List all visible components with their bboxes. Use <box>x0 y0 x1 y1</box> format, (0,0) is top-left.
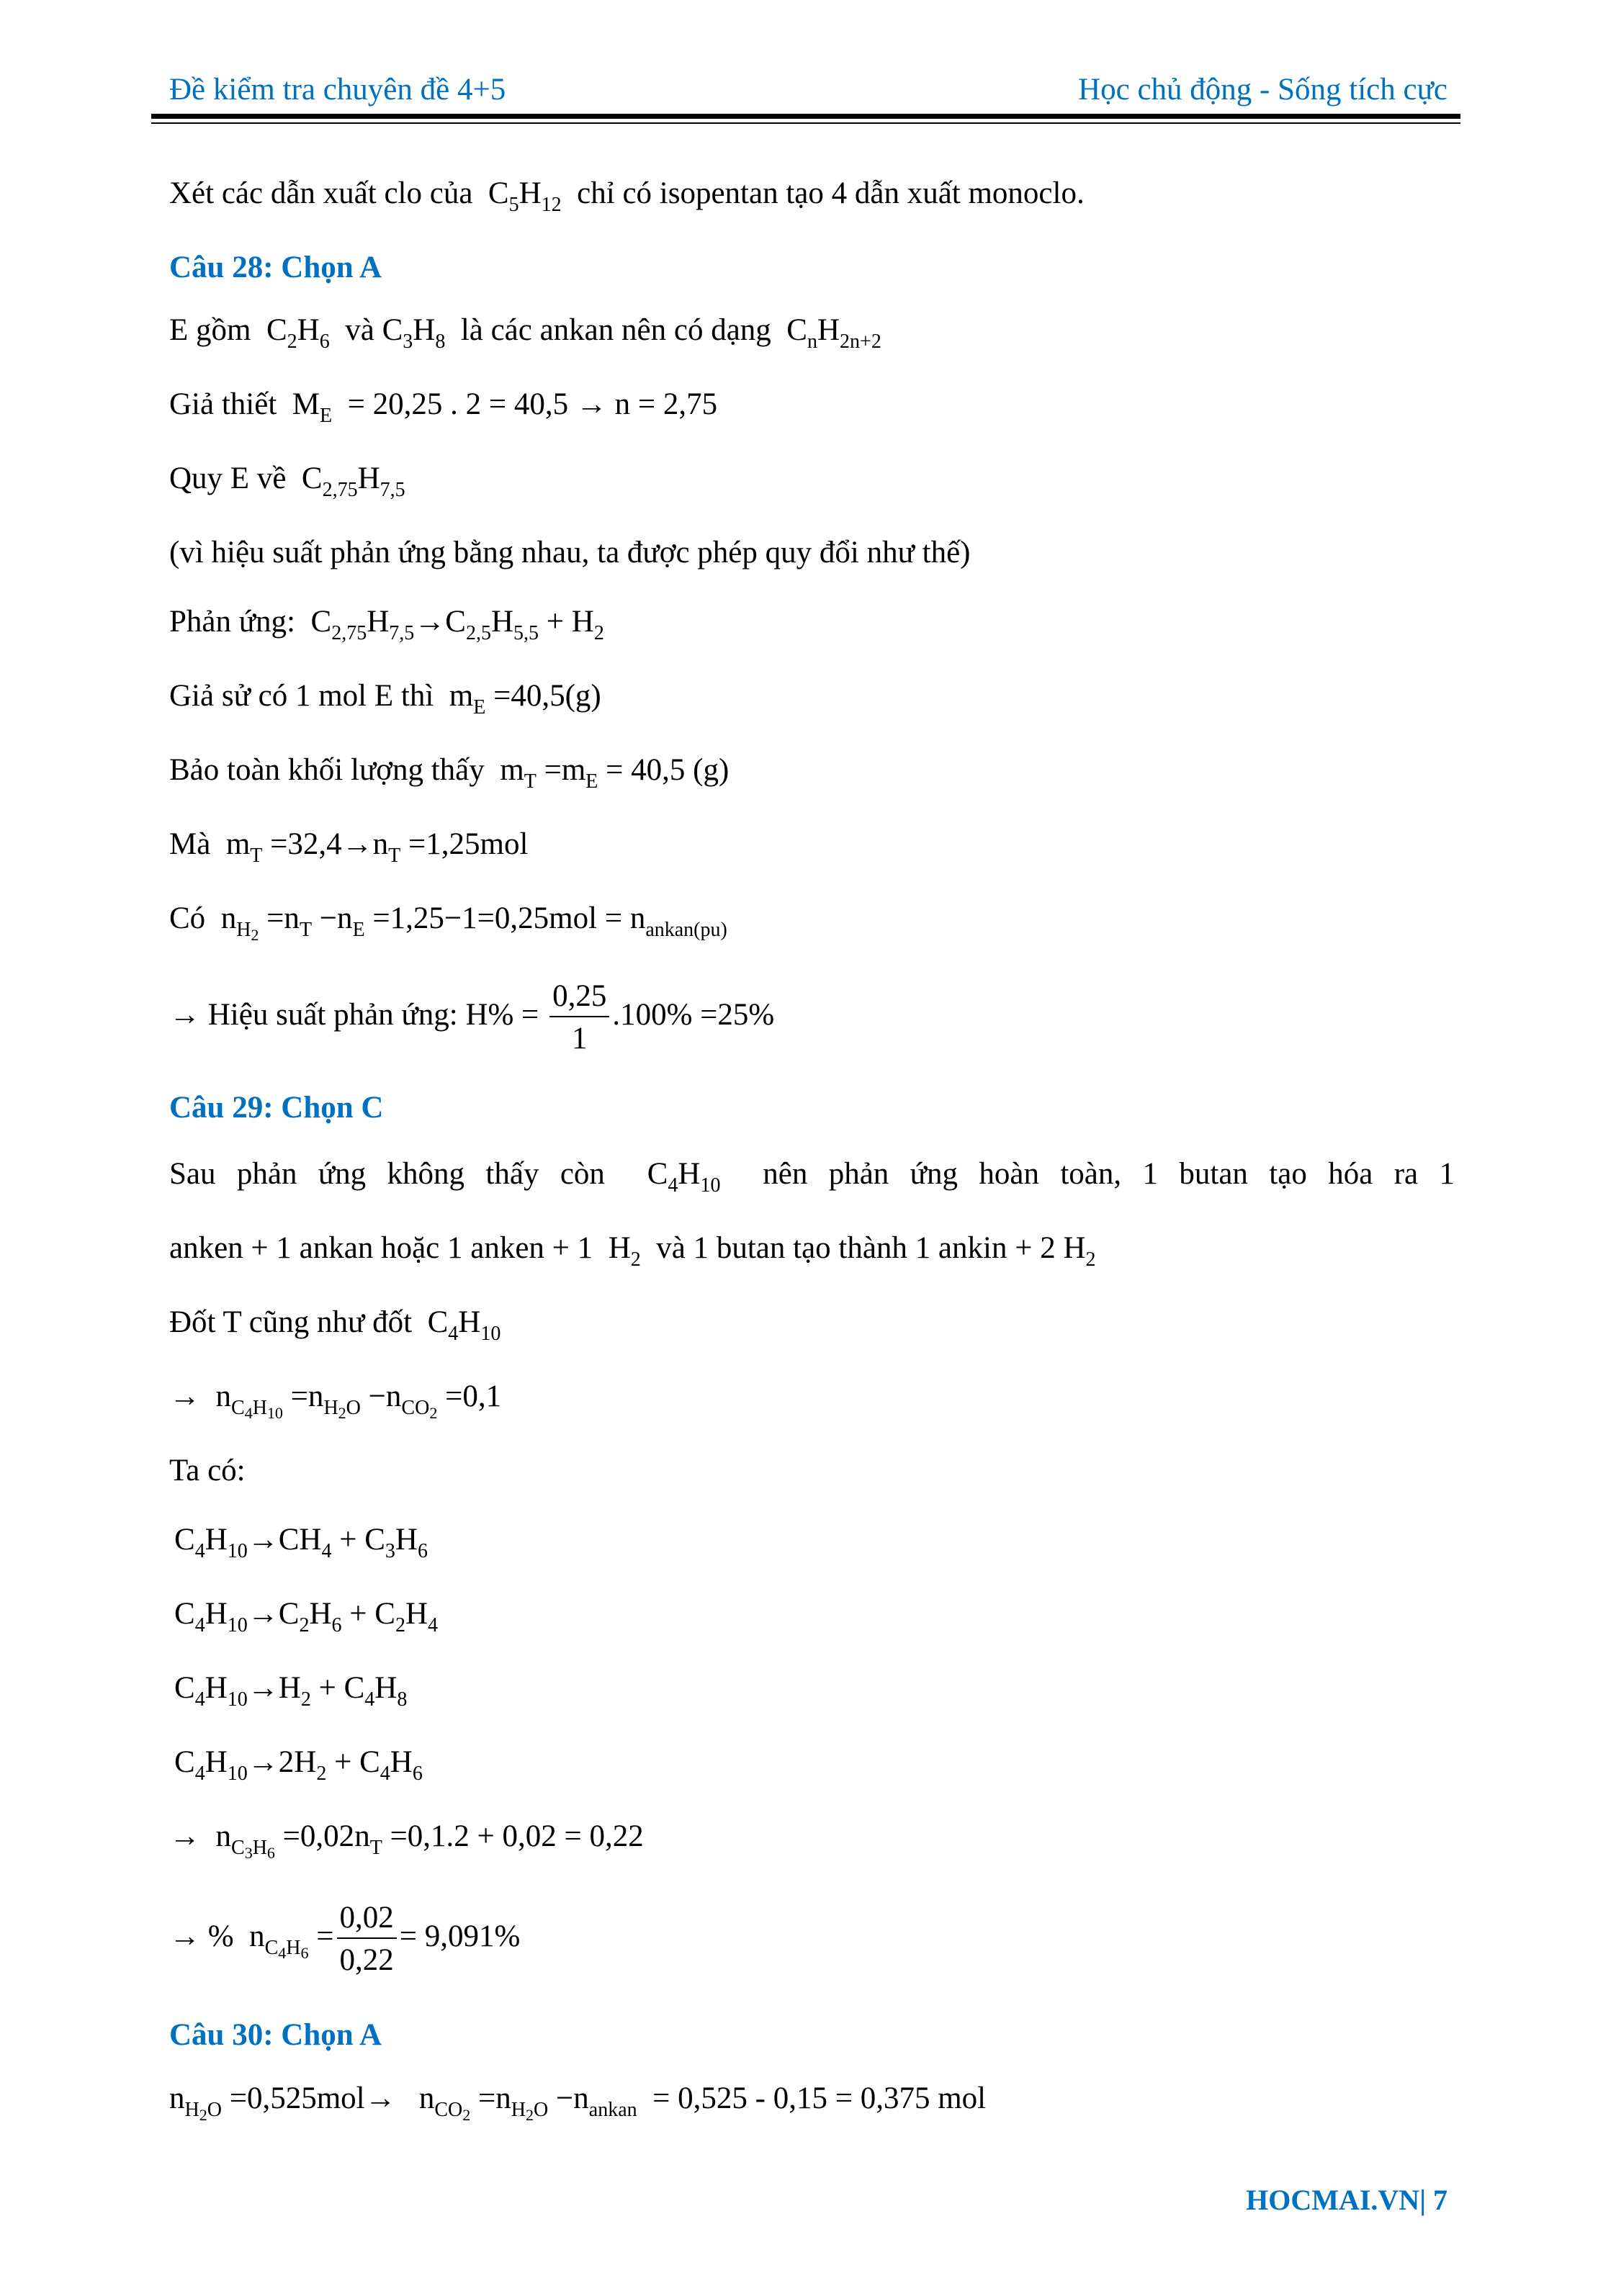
text-line: Giả thiết $M_E = 20,25$ . 2 = 40,5 → n = 2,75 <box>169 387 718 427</box>
question-29-heading: Câu 29: Chọn C <box>169 1091 384 1125</box>
text-line: Sau phản ứng không thấy còn $C_4H_{10}$ nên phản ứng hoàn toàn, 1 butan tạo hóa ra 1 <box>169 1157 1455 1197</box>
reaction-4: $C_4H_{10}\to 2H_2 + C_4H_6$ <box>174 1745 423 1785</box>
text-line: (vì hiệu suất phản ứng bằng nhau, ta được phép quy đổi như thế) <box>169 536 971 570</box>
text-line: → Hiệu suất phản ứng: H% = $\frac{0,25}{1}$ .100% =25% <box>169 979 775 1055</box>
text-line: Đốt T cũng như đốt $C_4H_{10}$ <box>169 1305 501 1345</box>
text-line: Ta có: <box>169 1454 246 1487</box>
reaction-3: $C_4H_{10}\to H_2 + C_4H_8$ <box>174 1671 408 1711</box>
header-rule-thin <box>151 122 1460 124</box>
fraction: $\frac{0,02}{0,22}$ <box>337 1902 397 1976</box>
reaction-1: $C_4H_{10}\to CH_4 + C_3H_6$ <box>174 1523 428 1562</box>
text-line: E gồm $C_2H_6$ và $C_3H_8$ là các ankan nên có dạng $C_nH_{2n+2}$ <box>169 313 881 353</box>
text-line: Bảo toàn khối lượng thấy $m_T =m_E = 40,5$ (g) <box>169 753 730 793</box>
header-rule <box>151 114 1460 119</box>
header-left: Đề kiểm tra chuyên đề 4+5 <box>169 73 506 107</box>
text-line: anken + 1 ankan hoặc 1 anken + 1 $H_2$ và 1 butan tạo thành 1 ankin + 2 $H_2$ <box>169 1231 1096 1271</box>
fraction: $\frac{0,25}{1}$ <box>549 981 609 1054</box>
text-line: Có $n_{H_2} =n_T -n_E =1,25-1=0,25mol = n_{ankan(pu)}$ <box>169 901 727 944</box>
text-line: Giả sử có 1 mol E thì $m_E =40,5(g)$ <box>169 679 601 719</box>
header-right: Học chủ động - Sống tích cực <box>1078 73 1447 107</box>
reaction-2: $C_4H_{10}\to C_2H_6 + C_2H_4$ <box>174 1597 438 1637</box>
equation-line: → % $n_{C_4H_6}$ = $\frac{0,02}{0,22}$ = 9,091% <box>169 1901 521 1977</box>
question-30-heading: Câu 30: Chọn A <box>169 2018 382 2052</box>
text-line: Quy E về $C_{2,75}H_{7,5}$ <box>169 462 405 501</box>
text-line: Mà $m_T =32,4\to n_T =1,25mol$ <box>169 827 529 867</box>
equation-line: → $n_{C_4H_{10}} =n_{H_2O} -n_{CO_2} =0,1$ <box>169 1379 502 1422</box>
equation-line: → $n_{C_3H_6} =0,02n_T =0,1.2 + 0,02 = 0,22$ <box>169 1819 644 1862</box>
text-line: Xét các dẫn xuất clo của $C_5H_{12}$ chỉ có isopentan tạo 4 dẫn xuất monoclo. <box>169 176 1085 216</box>
question-28-heading: Câu 28: Chọn A <box>169 251 382 284</box>
equation-line: $n_{H_2O} =0,525mol\to n_{CO_2} =n_{H_2O} -n_{ankan} = 0,525 - 0,15 = 0,375$ mol <box>169 2081 987 2124</box>
footer-page-number: HOCMAI.VN| 7 <box>1246 2184 1447 2216</box>
equation-line: Phản ứng: $C_{2,75}H_{7,5}\to C_{2,5}H_{5,5} + H_2$ <box>169 605 604 644</box>
